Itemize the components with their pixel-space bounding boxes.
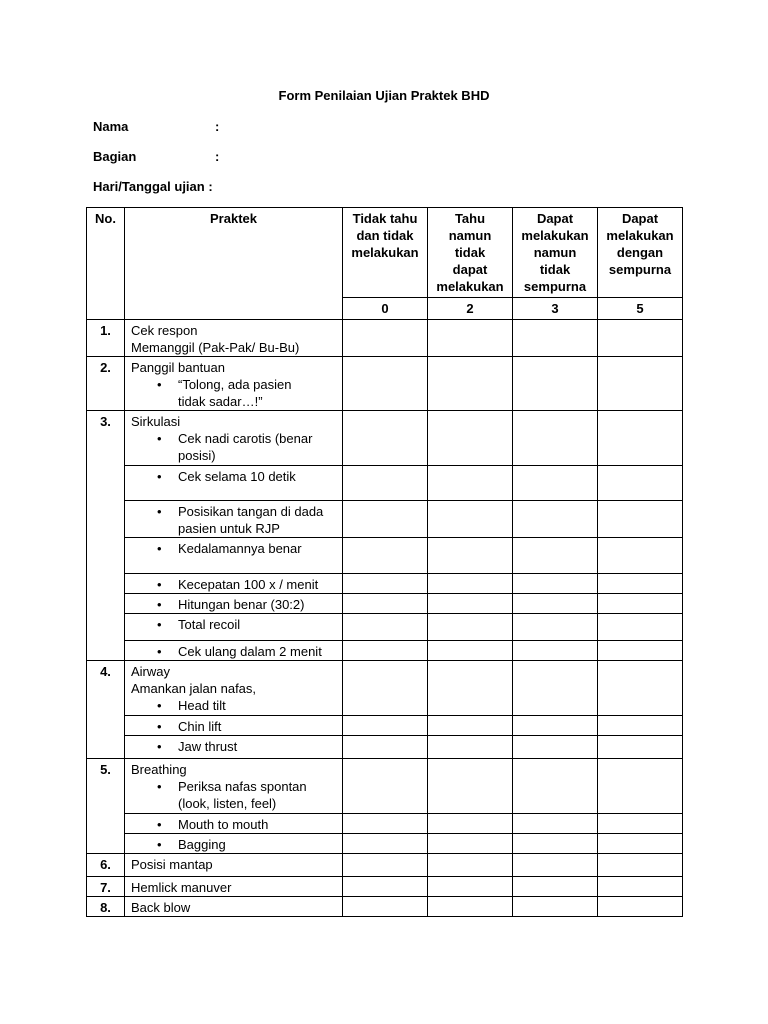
table-row [87,594,683,614]
table-row [87,320,683,357]
bullet-item: • Kedalamannya benar [131,540,342,557]
row-number: 3. [87,411,125,661]
score-cell[interactable] [343,411,428,466]
table-row [87,877,683,897]
row-praktek: Hemlick manuver [125,877,343,897]
bullet-item [131,503,342,537]
score-cell[interactable] [513,759,598,814]
field-tanggal [93,179,213,194]
score-cell[interactable] [428,834,513,854]
header-sempurna [598,208,683,298]
row-praktek [125,501,343,538]
field-tanggal-label: Hari/Tanggal ujian : [93,179,213,194]
row-praktek [125,357,343,411]
score-cell[interactable] [513,736,598,759]
score-cell[interactable] [513,661,598,716]
score-cell[interactable] [343,357,428,411]
score-cell[interactable] [513,411,598,466]
score-cell[interactable] [513,716,598,736]
score-cell[interactable] [343,501,428,538]
row-number: 5. [87,759,125,854]
score-cell[interactable] [343,877,428,897]
table-row [87,501,683,538]
header-line: melakukan [521,228,589,243]
row-number: 6. [87,854,125,877]
row-number: 4. [87,661,125,759]
field-nama-colon: : [215,119,220,134]
row-praktek [125,814,343,834]
table-row [87,538,683,574]
row-text: Panggil bantuan [131,360,225,375]
row-praktek [125,716,343,736]
score-cell[interactable] [598,538,683,574]
score-cell[interactable] [428,501,513,538]
bullet-text: pasien untuk RJP [178,521,280,536]
header-line: melakukan [436,279,504,294]
score-cell[interactable] [343,854,428,877]
field-bagian [93,149,220,164]
row-praktek [125,641,343,661]
score-0: 0 [343,298,428,320]
score-cell[interactable] [343,614,428,641]
table-row [87,716,683,736]
table-row [87,736,683,759]
score-cell[interactable] [428,594,513,614]
bullet-item [131,430,342,464]
bullet-text: posisi) [178,448,216,463]
table-row [87,614,683,641]
score-cell[interactable] [343,814,428,834]
bullet-text: • Periksa nafas spontan [178,779,307,794]
score-cell[interactable] [513,466,598,501]
row-praktek [125,320,343,357]
header-line: namun [533,245,577,260]
row-text: Cek respon [131,323,198,338]
header-no: No. [87,208,125,320]
bullet-item: • Kecepatan 100 x / menit [131,576,342,593]
row-heading: Amankan jalan nafas, [131,681,257,696]
header-tidak-sempurna [513,208,598,298]
score-cell[interactable] [428,814,513,834]
table-row [87,641,683,661]
header-tidak-tahu [343,208,428,298]
header-line: sempurna [523,279,587,294]
row-praktek [125,574,343,594]
score-cell[interactable] [513,574,598,594]
score-cell[interactable] [513,641,598,661]
row-heading: Sirkulasi [131,414,181,429]
row-praktek [125,759,343,814]
score-2: 2 [428,298,513,320]
row-praktek [125,466,343,501]
score-cell[interactable] [428,538,513,574]
score-cell[interactable] [343,320,428,357]
bullet-item: • Cek selama 10 detik [131,468,342,485]
header-line: dapat [452,262,488,277]
row-text: Memanggil (Pak-Pak/ Bu-Bu) [131,340,300,355]
page-title: Form Penilaian Ujian Praktek BHD [278,88,490,103]
row-praktek [125,614,343,641]
score-cell[interactable] [343,466,428,501]
row-praktek [125,411,343,466]
field-nama [93,119,220,134]
header-line: dengan [616,245,664,260]
header-tahu-tidak-dapat [428,208,513,298]
bullet-item: • Total recoil [131,616,342,633]
header-line: melakukan [351,245,419,260]
bullet-text: • “Tolong, ada pasien [178,377,292,392]
score-cell[interactable] [428,320,513,357]
score-cell[interactable] [513,834,598,854]
score-3: 3 [513,298,598,320]
score-cell[interactable] [598,594,683,614]
score-cell[interactable] [513,614,598,641]
score-cell[interactable] [428,661,513,716]
header-line: melakukan [606,228,674,243]
header-line: Tidak tahu [352,211,418,226]
score-cell[interactable] [428,736,513,759]
table-row [87,357,683,411]
score-cell[interactable] [598,411,683,466]
row-praktek [125,736,343,759]
score-cell[interactable] [513,538,598,574]
row-praktek: Posisi mantap [125,854,343,877]
bullet-item: • Mouth to mouth [131,816,342,833]
score-cell[interactable] [513,877,598,897]
score-cell[interactable] [513,320,598,357]
header-line: Dapat [536,211,574,226]
row-heading: Airway [131,664,171,679]
header-line: tidak [539,262,571,277]
bullet-text: • Cek nadi carotis (benar [178,431,313,446]
table-row [87,854,683,877]
score-cell[interactable] [343,538,428,574]
table-row [87,661,683,716]
score-cell[interactable] [598,854,683,877]
row-number: 7. [87,877,125,897]
score-cell[interactable] [598,814,683,834]
table-row [87,759,683,814]
table-row [87,897,683,917]
score-cell[interactable] [598,897,683,917]
score-cell[interactable] [428,466,513,501]
table-row [87,574,683,594]
row-heading: Breathing [131,762,187,777]
row-number: 8. [87,897,125,917]
score-cell[interactable] [513,897,598,917]
table-row [87,834,683,854]
score-cell[interactable] [343,594,428,614]
score-cell[interactable] [343,574,428,594]
score-cell[interactable] [343,661,428,716]
score-cell[interactable] [343,736,428,759]
score-cell[interactable] [598,641,683,661]
score-cell[interactable] [343,641,428,661]
score-cell[interactable] [428,759,513,814]
score-cell[interactable] [598,834,683,854]
score-cell[interactable] [598,574,683,594]
score-cell[interactable] [513,357,598,411]
header-line: dan tidak [356,228,414,243]
row-number: 2. [87,357,125,411]
score-cell[interactable] [598,759,683,814]
score-cell[interactable] [513,814,598,834]
assessment-table [86,207,683,917]
bullet-item [131,778,342,812]
score-cell[interactable] [428,614,513,641]
score-cell[interactable] [513,854,598,877]
table-row [87,466,683,501]
score-5: 5 [598,298,683,320]
score-cell[interactable] [428,411,513,466]
header-praktek: Praktek [125,208,343,320]
score-cell[interactable] [428,574,513,594]
bullet-item [131,376,342,410]
header-line: tidak [454,245,486,260]
score-cell[interactable] [428,716,513,736]
bullet-item: • Bagging [131,836,342,853]
score-cell[interactable] [513,501,598,538]
score-cell[interactable] [343,834,428,854]
score-cell[interactable] [598,320,683,357]
table-header-row [87,208,683,298]
score-cell[interactable] [343,759,428,814]
row-praktek: Back blow [125,897,343,917]
score-cell[interactable] [598,357,683,411]
bullet-item: • Jaw thrust [131,738,342,755]
header-line: sempurna [608,262,672,277]
bullet-text: tidak sadar…!” [178,394,263,409]
header-line: namun [448,228,492,243]
score-cell[interactable] [598,661,683,716]
row-number: 1. [87,320,125,357]
score-cell[interactable] [598,501,683,538]
score-cell[interactable] [598,466,683,501]
bullet-item: • Cek ulang dalam 2 menit [131,643,342,660]
row-praktek [125,834,343,854]
score-cell[interactable] [598,736,683,759]
score-cell[interactable] [343,716,428,736]
row-praktek [125,661,343,716]
score-cell[interactable] [598,877,683,897]
table-row [87,814,683,834]
score-cell[interactable] [428,357,513,411]
header-line: Tahu [454,211,486,226]
score-cell[interactable] [428,641,513,661]
field-bagian-colon: : [215,149,220,164]
bullet-text: • Posisikan tangan di dada [178,504,324,519]
score-cell[interactable] [513,594,598,614]
bullet-item: • Chin lift [131,718,342,735]
header-line: Dapat [621,211,659,226]
score-cell[interactable] [598,614,683,641]
table-row [87,411,683,466]
score-cell[interactable] [598,716,683,736]
score-cell[interactable] [428,897,513,917]
score-cell[interactable] [428,854,513,877]
score-cell[interactable] [343,897,428,917]
bullet-text: (look, listen, feel) [178,796,277,811]
row-praktek [125,538,343,574]
score-cell[interactable] [428,877,513,897]
row-praktek [125,594,343,614]
bullet-item: • Head tilt [131,697,342,714]
field-bagian-label: Bagian [93,149,137,164]
bullet-item: • Hitungan benar (30:2) [131,596,342,613]
field-nama-label: Nama [93,119,129,134]
